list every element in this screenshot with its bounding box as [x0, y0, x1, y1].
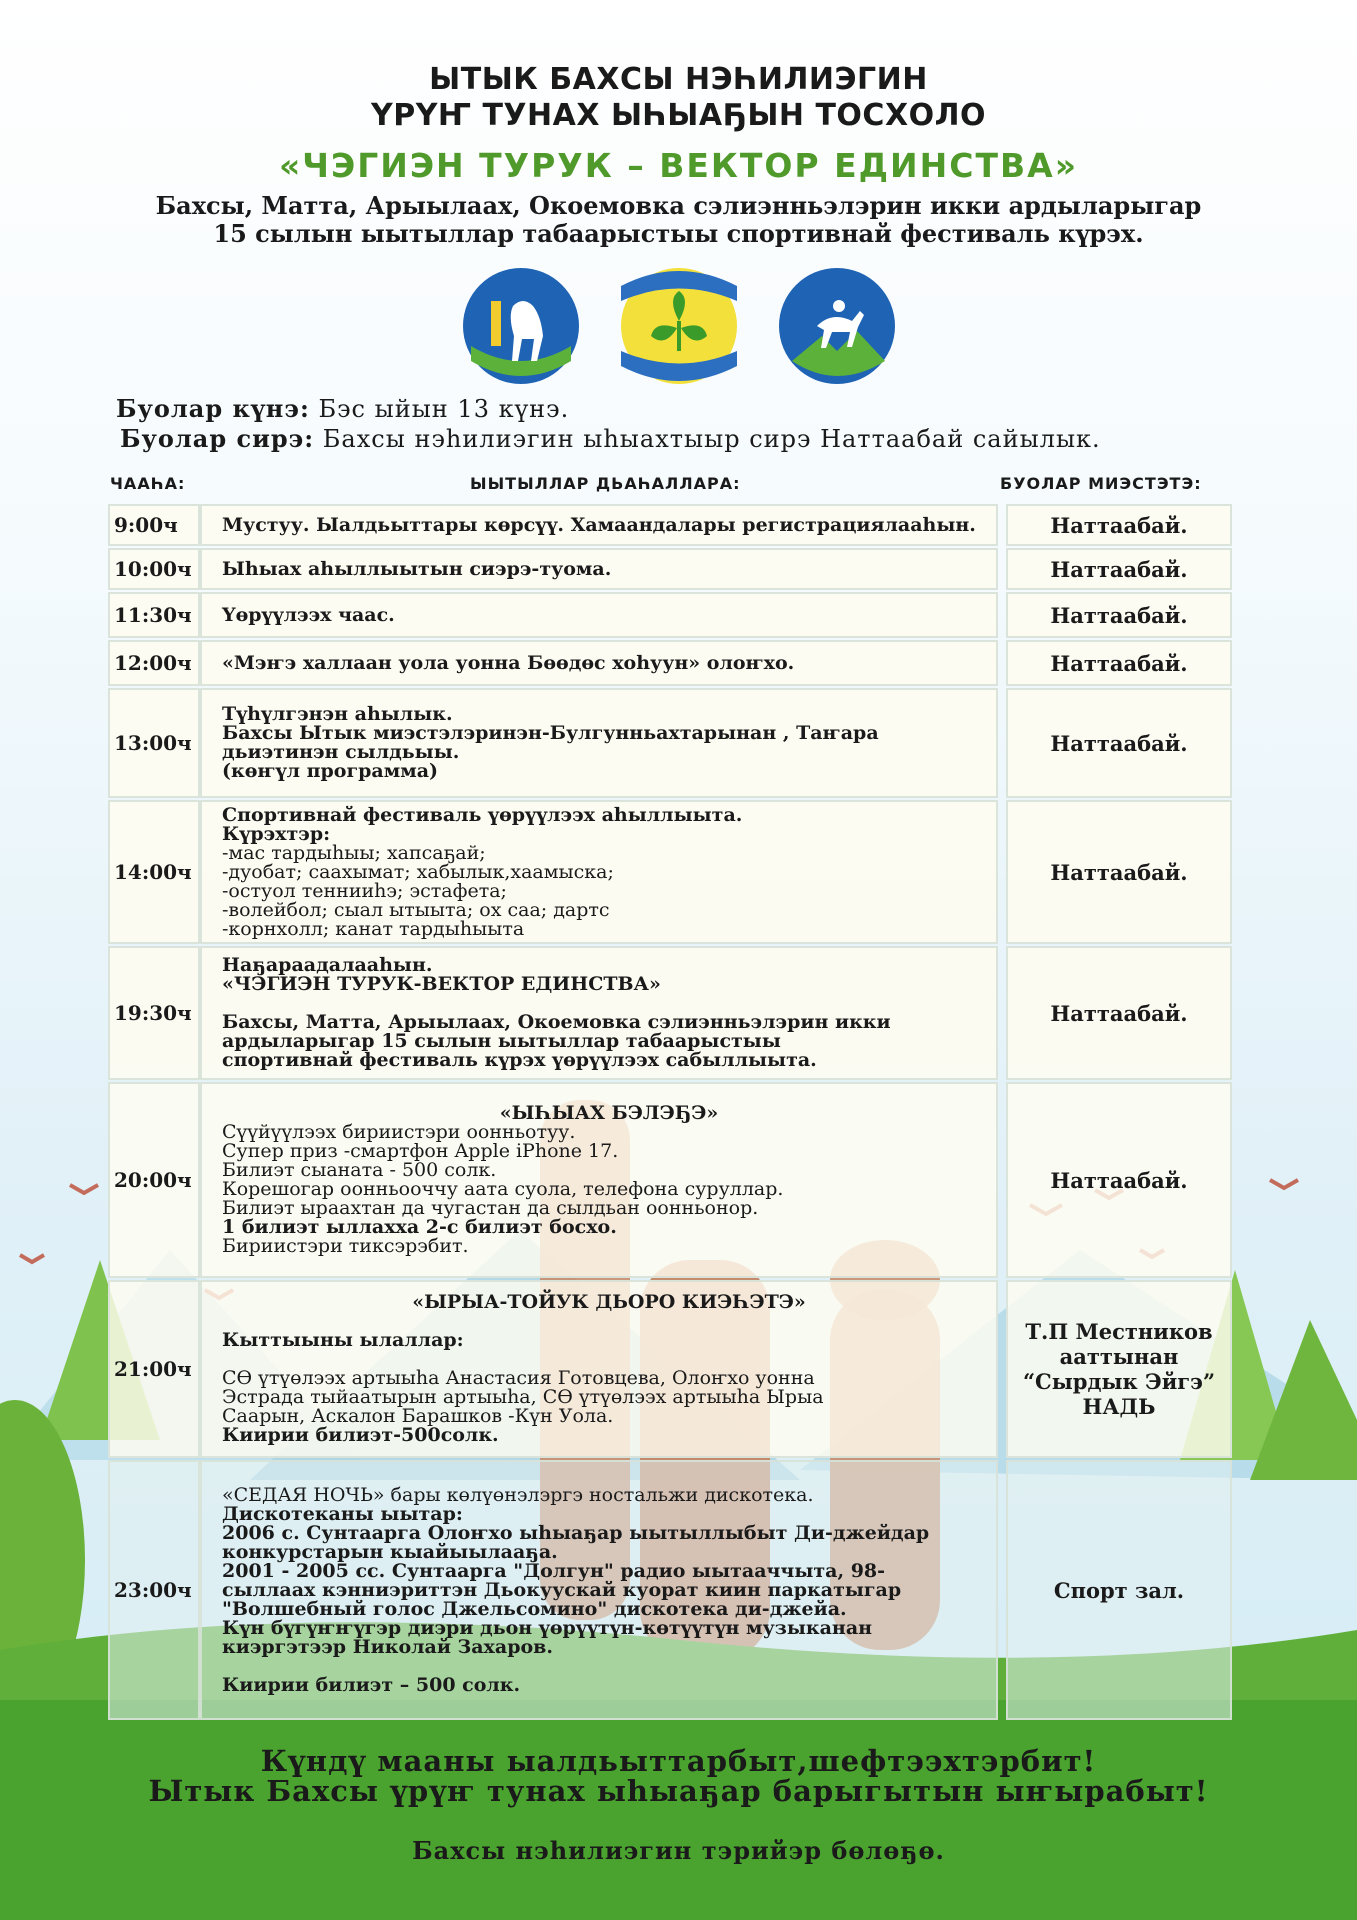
- table-row: [108, 688, 1232, 798]
- event-line: Дискотеканы ыытар:: [222, 1502, 463, 1525]
- event-line: «ЫҺЫАХ БЭЛЭҔЭ»: [499, 1102, 719, 1124]
- place-label: Буолар сирэ:: [120, 424, 315, 453]
- footer-invitation: [0, 1746, 1357, 1806]
- footer-signature: Бахсы нэһилиэгин тэрийэр бөлөҕө.: [412, 1836, 945, 1865]
- place-cell: Наттаабай.: [1006, 800, 1232, 944]
- table-row: [108, 946, 1232, 1080]
- time-cell: 9:00ч: [108, 504, 200, 546]
- time-cell: 19:30ч: [108, 946, 200, 1080]
- event-line: Түһүлгэнэн аһылык.: [222, 703, 453, 725]
- column-header-time: ЧААҺА:: [110, 474, 186, 493]
- event-cell: [200, 548, 998, 590]
- event-line: «Мэҥэ халлаан уола уонна Бөөдөс хоһуун» олоҥхо.: [222, 651, 795, 674]
- table-row: [108, 1082, 1232, 1278]
- event-cell: [200, 946, 998, 1080]
- event-cell: [200, 688, 998, 798]
- event-line: «СЕДАЯ НОЧЬ» бары көлүөнэлэргэ ностальжи дискотека.: [222, 1483, 814, 1506]
- emblems: [0, 266, 1357, 386]
- footer-line-1: Күндү мааны ыалдьыттарбыт,шефтээхтэрбит!: [260, 1744, 1097, 1778]
- event-line: (көҥүл программа): [222, 760, 439, 782]
- place-cell: Наттаабай.: [1006, 640, 1232, 686]
- subtitle-line-2: 15 сылын ыытыллар табаарыстыы спортивнай фестиваль күрэх.: [213, 219, 1144, 248]
- time-cell: 21:00ч: [108, 1280, 200, 1458]
- event-cell: [200, 1280, 998, 1458]
- event-line: Билиэт ыраахтан да чугастан да сылдьан оонньонор.: [222, 1197, 759, 1219]
- event-line: 1 билиэт ыллаххa 2-с билиэт босхо.: [222, 1216, 617, 1238]
- event-line: -дуобат; саахымат; хабылык,хаамыска;: [222, 860, 614, 883]
- title-line-1: ЫТЫК БАХСЫ НЭҺИЛИЭГИН: [429, 62, 928, 97]
- event-line: Бахсы, Матта, Арыылаах, Окоемовка сэлиэнньэлэрин икки: [222, 1011, 891, 1033]
- event-line: Күрэхтэр:: [222, 822, 331, 845]
- event-line: конкурстарын кыайыылааҕа.: [222, 1540, 558, 1563]
- event-line: Киирии билиэт-500солк.: [222, 1424, 499, 1446]
- time-cell: 13:00ч: [108, 688, 200, 798]
- footer-line-2: Ытык Бахсы үрүҥ тунах ыһыаҕар барыгытын ыҥырабыт!: [148, 1774, 1209, 1808]
- event-line: СӨ үтүөлээх артыыһа Анастасия Готовцева, Олоҥхо уонна: [222, 1367, 815, 1389]
- time-cell: 14:00ч: [108, 800, 200, 944]
- event-line: Ыһыах аһыллыытын сиэрэ-туома.: [222, 557, 612, 580]
- column-header-place: БУОЛАР МИЭСТЭТЭ:: [1000, 474, 1202, 493]
- table-row: [108, 1460, 1232, 1720]
- event-line: киэргэтээр Николай Захаров.: [222, 1635, 553, 1658]
- event-cell: [200, 1082, 998, 1278]
- time-cell: 12:00ч: [108, 640, 200, 686]
- event-line: Мустуу. Ыалдьыттары көрсүү. Хамаандалары регистрациялааһын.: [222, 513, 976, 536]
- time-cell: 11:30ч: [108, 592, 200, 638]
- event-line: -корнхолл; канат тардыһыыта: [222, 917, 525, 940]
- event-line: Сүүйүүлээх бириистэри оонньотуу.: [222, 1121, 576, 1143]
- event-line: Спортивнай фестиваль үөрүүлээх аһыллыыта.: [222, 803, 743, 826]
- event-line: Наҕараадалааһын.: [222, 954, 433, 976]
- place-cell: Т.П Местников ааттынан “Сырдык Эйгэ” НАДЬ: [1006, 1280, 1232, 1458]
- table-row: [108, 592, 1232, 638]
- title-line-2: ҮРҮҤ ТУНАХ ЫҺЫАҔЫН ТОСХОЛО: [371, 98, 986, 133]
- grass-base: [0, 1700, 1357, 1920]
- event-line: 2001 - 2005 сс. Сунтаарга "Долгун" радио ыытааччыта, 98-: [222, 1559, 886, 1582]
- event-line: Бахсы Ытык миэстэлэринэн-Булгунньахтарынан , Таҥара: [222, 722, 879, 744]
- event-cell: [200, 504, 998, 546]
- table-row: [108, 800, 1232, 944]
- slogan: «ЧЭГИЭН ТУРУК – ВЕКТОР ЕДИНСТВА»: [278, 146, 1079, 185]
- place-cell: Наттаабай.: [1006, 946, 1232, 1080]
- event-line: 2006 с. Сунтаарга Олоҥхо ыһыаҕар ыытыллыбыт Ди-джейдар: [222, 1521, 930, 1544]
- event-line: Эстрада тыйаатырын артыыһа, СӨ үтүөлээх артыыһа Ырыа: [222, 1386, 824, 1408]
- event-line: ардыларыгар 15 сылын ыытыллар табаарыстыы: [222, 1030, 781, 1052]
- event-line: Саарын, Аскалон Барашков -Күн Уола.: [222, 1405, 614, 1427]
- place-cell: Наттаабай.: [1006, 548, 1232, 590]
- date-info: [116, 394, 569, 423]
- event-line: Кыттыыны ылаллар:: [222, 1329, 464, 1351]
- event-line: Бириистэри тиксэрэбит.: [222, 1235, 469, 1257]
- table-row: [108, 548, 1232, 590]
- time-cell: 20:00ч: [108, 1082, 200, 1278]
- time-cell: 10:00ч: [108, 548, 200, 590]
- place-cell: Наттаабай.: [1006, 592, 1232, 638]
- event-line: дьиэтинэн сылдьыы.: [222, 741, 460, 763]
- event-line: спортивнай фестиваль күрэх үөрүүлээх сабыллыыта.: [222, 1049, 817, 1071]
- date-value: Бэс ыйын 13 күнэ.: [318, 395, 570, 423]
- village-emblem-rider-icon: [777, 266, 897, 386]
- event-line: -волейбол; сыал ытыыта; ох саа; дартс: [222, 898, 610, 921]
- event-line: "Волшебный голос Джельсомино" дискотека ди-джейа.: [222, 1597, 847, 1620]
- place-value: Бахсы нэһилиэгин ыһыахтыыр сирэ Наттаабай сайылык.: [322, 425, 1101, 453]
- place-cell: Наттаабай.: [1006, 1082, 1232, 1278]
- event-cell: [200, 800, 998, 944]
- event-cell: [200, 592, 998, 638]
- event-line: Күн бүгүҥҥүгэр диэри дьон үөрүүтүн-көтүүтүн музыканан: [222, 1616, 873, 1639]
- place-cell: Спорт зал.: [1006, 1460, 1232, 1720]
- place-info: [120, 424, 1101, 453]
- column-header-events: ЫЫТЫЛЛАР ДЬАҺАЛЛАРА:: [470, 474, 741, 493]
- event-line: Киирии билиэт – 500 солк.: [222, 1673, 521, 1696]
- event-line: -мас тардыһыы; хапсаҕай;: [222, 841, 486, 864]
- subtitle: [0, 192, 1357, 248]
- district-emblem-horse-icon: [461, 266, 581, 386]
- event-cell: [200, 640, 998, 686]
- table-row: [108, 640, 1232, 686]
- event-line: «ЧЭГИЭН ТУРУК-ВЕКТОР ЕДИНСТВА»: [222, 973, 661, 995]
- place-cell: Наттаабай.: [1006, 688, 1232, 798]
- place-cell: Наттаабай.: [1006, 504, 1232, 546]
- event-line: «ЫРЫА-ТОЙУК ДЬОРО КИЭҺЭТЭ»: [412, 1291, 806, 1313]
- village-emblem-leaves-icon: [619, 266, 739, 386]
- event-line: Билиэт сыаната - 500 солк.: [222, 1159, 497, 1181]
- time-cell: 23:00ч: [108, 1460, 200, 1720]
- date-label: Буолар күнэ:: [116, 394, 310, 423]
- event-line: -остуол теннииһэ; эстафета;: [222, 879, 507, 902]
- event-line: Супер приз -смартфон Apple iPhone 17.: [222, 1140, 619, 1162]
- table-row: [108, 1280, 1232, 1458]
- event-line: Үөрүүлээх чаас.: [222, 603, 395, 626]
- subtitle-line-1: Бахсы, Матта, Арыылаах, Окоемовка сэлиэнньэлэрин икки ардыларыгар: [155, 191, 1202, 220]
- title: [0, 62, 1357, 134]
- event-line: [222, 1657, 996, 1676]
- event-line: сыллаах кэнниэриттэн Дьокуускай куорат киин паркатыгар: [222, 1578, 902, 1601]
- event-line: Корешогар оонньооччу аата суола, телефона суруллар.: [222, 1178, 784, 1200]
- table-row: [108, 504, 1232, 546]
- event-cell: [200, 1460, 998, 1720]
